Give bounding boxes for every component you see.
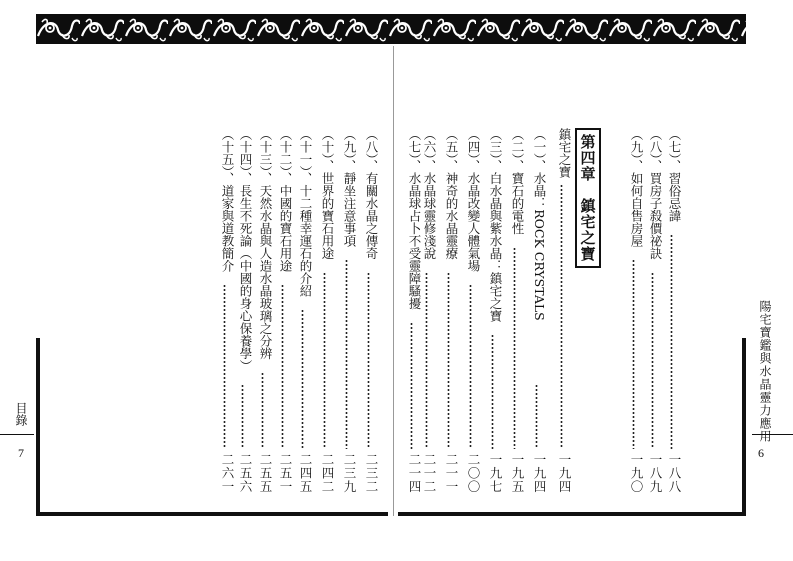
toc-entry-page: 一九七 xyxy=(488,452,503,493)
left-page-bottom-rule xyxy=(36,512,388,516)
toc-entry-page: 二五六 xyxy=(238,452,253,493)
page-number-left: 7 xyxy=(18,446,24,460)
toc-entry-leader xyxy=(425,272,428,449)
toc-entry-title: （十）、世界的寶石用途 xyxy=(320,128,335,260)
toc-entry-page: 一九四 xyxy=(532,452,547,493)
chapter-heading: 第四章 鎮宅之寶 xyxy=(578,134,597,262)
toc-entry-leader xyxy=(651,272,654,449)
chapter-intro-page: 一九四 xyxy=(557,452,572,493)
toc-entry-leader xyxy=(261,372,264,449)
toc-entry-page: 一八九 xyxy=(648,452,663,493)
left-page-outer-rule xyxy=(36,338,40,516)
toc-entry-page: 二一四 xyxy=(407,452,422,493)
toc-entry-title: （十一）、十二種幸運石的介紹 xyxy=(298,128,313,297)
right-page-outer-rule xyxy=(742,338,746,516)
gutter-line xyxy=(393,46,394,516)
toc-entry-page: 一九五 xyxy=(510,452,525,493)
toc-entry-leader xyxy=(323,272,326,449)
page-number-right: 6 xyxy=(758,446,764,460)
toc-entry-title: （七）、水晶球占卜不受靈障騷擾 xyxy=(407,128,422,310)
toc-entry-title: （十二）、中國的寶石用途 xyxy=(278,128,293,272)
toc-entry-title: （九）、靜坐注意事項 xyxy=(342,128,357,247)
toc-entry-page: 二五一 xyxy=(278,452,293,493)
toc-entry-title: （八）、買房子殺價祕訣 xyxy=(648,128,663,260)
left-margin-tick xyxy=(0,434,34,435)
toc-entry-page: 二三二 xyxy=(364,452,379,493)
chapter-intro-title: 鎮宅之寶 xyxy=(557,128,572,178)
toc-entry-leader xyxy=(632,259,635,449)
toc-entry-page: 二四二 xyxy=(320,452,335,493)
toc-entry-leader xyxy=(670,234,673,449)
toc-entry-title: （一）、水晶：ROCK CRYSTALS xyxy=(532,128,547,321)
toc-entry-page: 一九〇 xyxy=(629,452,644,493)
toc-entry-title: （二）、寶石的電性 xyxy=(510,128,525,235)
toc-entry-page: 二三九 xyxy=(342,452,357,493)
toc-entry-leader xyxy=(410,322,413,449)
toc-entry-leader xyxy=(223,284,226,449)
toc-entry-leader xyxy=(491,334,494,449)
toc-entry-page: 二六一 xyxy=(220,452,235,493)
right-page-bottom-rule xyxy=(398,512,746,516)
toc-entry-title: （三）、白水晶與紫水晶：鎮宅之寶 xyxy=(488,128,503,322)
chapter-intro-leader xyxy=(560,184,563,449)
toc-entry-leader xyxy=(367,272,370,449)
toc-entry-title: （七）、習俗忌諱 xyxy=(667,128,682,222)
running-title: 陽宅寶鑑與水晶靈力應用 xyxy=(758,300,772,443)
toc-entry-title: （十五）、道家與道教簡介 xyxy=(220,128,235,272)
ornamental-header-band xyxy=(36,14,746,44)
chapter-heading-box xyxy=(575,128,601,268)
toc-entry-leader xyxy=(535,384,538,449)
toc-entry-leader xyxy=(241,384,244,449)
toc-entry-page: 二〇〇 xyxy=(466,452,481,493)
toc-entry-leader xyxy=(447,272,450,449)
toc-entry-page: 二四五 xyxy=(298,452,313,493)
section-label: 目錄 xyxy=(14,402,28,426)
toc-entry-title: （八）、有關水晶之傳奇 xyxy=(364,128,379,260)
vine-scroll-ornament xyxy=(36,14,746,44)
toc-entry-page: 二一一 xyxy=(444,452,459,493)
toc-entry-title: （六）、水晶球靈修淺說 xyxy=(422,128,437,260)
toc-entry-leader xyxy=(345,259,348,449)
toc-entry-leader xyxy=(281,284,284,449)
toc-entry-title: （四）、水晶改變人體氣場 xyxy=(466,128,481,272)
toc-entry-title: （十三）、天然水晶與人造水晶玻璃之分辨 xyxy=(258,128,273,360)
toc-entry-leader xyxy=(469,284,472,449)
toc-entry-title: （五）、神奇的水晶靈療 xyxy=(444,128,459,260)
toc-entry-page: 二一二 xyxy=(422,452,437,493)
toc-entry-title: （十四）、長生不死論（中國的身心保養學） xyxy=(238,128,253,372)
toc-entry-page: 一八八 xyxy=(667,452,682,493)
toc-entry-leader xyxy=(301,309,304,449)
toc-entry-title: （九）、如何自售房屋 xyxy=(629,128,644,247)
toc-entry-page: 二五五 xyxy=(258,452,273,493)
toc-entry-leader xyxy=(513,247,516,449)
